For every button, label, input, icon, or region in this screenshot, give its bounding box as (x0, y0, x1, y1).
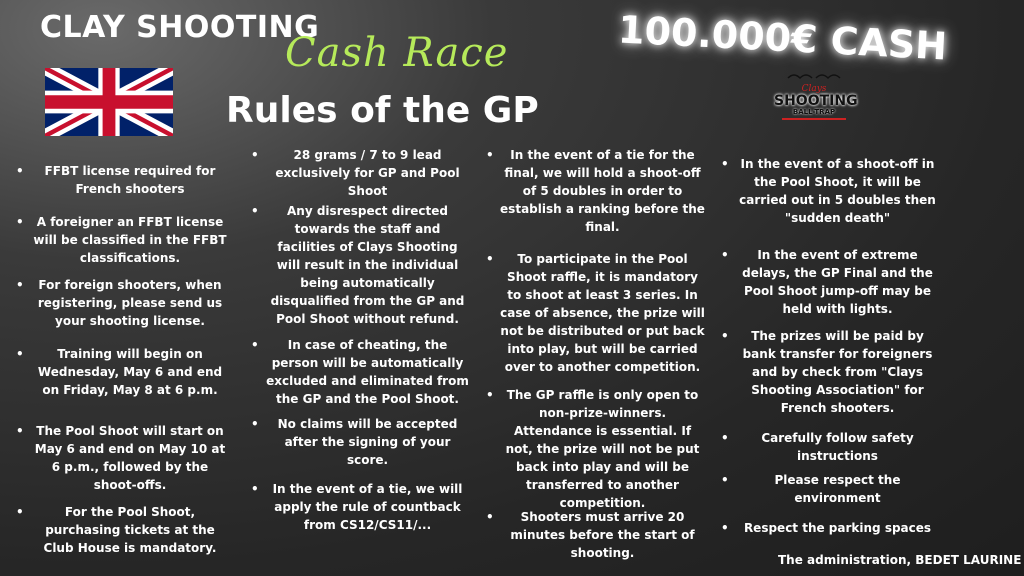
logo-top-text: Clays (801, 84, 827, 94)
rules-title: Rules of the GP (226, 90, 539, 131)
rule-item: • Shooters must arrive 20 minutes before the start of shooting. (500, 508, 705, 562)
clays-shooting-logo (774, 70, 858, 140)
rules-column-3 (500, 146, 705, 561)
rule-item: • To participate in the Pool Shoot raffle, it is mandatory to shoot at least 3 series. In case of absence, the prize will not be distributed or put back into play, but will be carried over to another competition. (500, 250, 705, 376)
rule-item: • 28 grams / 7 to 9 lead exclusively for GP and Pool Shoot (265, 146, 470, 200)
rules-column-4 (735, 155, 940, 545)
rule-item: • For foreign shooters, when registering, please send us your shooting license. (30, 276, 230, 330)
rule-item: • Any disrespect directed towards the staff and facilities of Clays Shooting will result in the individual being automatically disqualified from the GP and Pool Shoot without refund. (265, 202, 470, 328)
rule-item: • Please respect the environment (735, 471, 940, 507)
rule-item: • Training will begin on Wednesday, May 6 and end on Friday, May 8 at 6 p.m. (30, 345, 230, 399)
rule-item: • The prizes will be paid by bank transfer for foreigners and by check from "Clays Shooting Association" for French shooters. (735, 327, 940, 417)
rule-item: • In the event of a tie for the final, we will hold a shoot-off of 5 doubles in order to establish a ranking before the final. (500, 146, 705, 236)
rule-item: • In the event of extreme delays, the GP Final and the Pool Shoot jump-off may be held with lights. (735, 246, 940, 318)
event-title: CLAY SHOOTING (40, 10, 320, 45)
rule-item: • In case of cheating, the person will be automatically excluded and eliminated from the GP and the Pool Shoot. (265, 336, 470, 408)
uk-flag-icon (45, 68, 173, 136)
rule-item: • For the Pool Shoot, purchasing tickets at the Club House is mandatory. (30, 503, 230, 557)
rule-item: • The Pool Shoot will start on May 6 and end on May 10 at 6 p.m., followed by the shoot-offs. (30, 422, 230, 494)
rule-item: • A foreigner an FFBT license will be classified in the FFBT classifications. (30, 213, 230, 267)
rule-item: • The GP raffle is only open to non-prize-winners. Attendance is essential. If not, the prize will not be put back into play and will be transferred to another competition. (500, 386, 705, 512)
rule-item: • In the event of a tie, we will apply the rule of countback from CS12/CS11/... (265, 480, 470, 534)
rule-item: • Respect the parking spaces (735, 519, 940, 537)
rule-item: • FFBT license required for French shooters (30, 162, 230, 198)
rules-column-2 (265, 146, 470, 556)
rule-item: • In the event of a shoot-off in the Pool Shoot, it will be carried out in 5 doubles then "sudden death" (735, 155, 940, 227)
logo-main-text: SHOOTING (774, 93, 858, 109)
rule-item: • Carefully follow safety instructions (735, 429, 940, 465)
rule-item: • No claims will be accepted after the signing of your score. (265, 415, 470, 469)
rules-column-1 (30, 162, 230, 557)
logo-underline (782, 118, 846, 120)
cash-prize-banner: 100.000€ CASH (617, 7, 949, 69)
administration-signature: The administration, BEDET LAURINE (778, 553, 1022, 567)
event-subtitle-script: Cash Race (285, 30, 509, 76)
logo-sub-text: BALL-TRAP (792, 108, 836, 116)
birds-icon (784, 70, 844, 84)
